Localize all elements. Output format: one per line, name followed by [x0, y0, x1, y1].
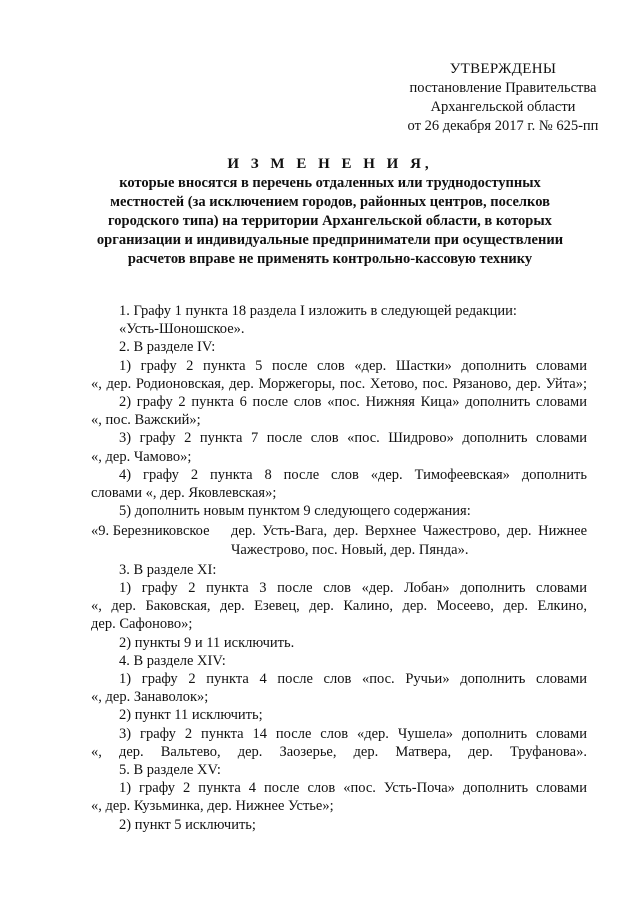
item-3-1: 1) графу 2 пункта 3 после слов «дер. Лобан» дополнить словами: [119, 580, 587, 597]
document-title: [60, 155, 600, 269]
item-4-1-cont: «, дер. Занаволок»;: [91, 689, 209, 706]
item-5-1: 1) графу 2 пункта 4 после слов «пос. Усть-Поча» дополнить словами: [119, 780, 587, 797]
item-2-1: 1) графу 2 пункта 5 после слов «дер. Шастки» дополнить словами: [119, 357, 587, 374]
document-body: [91, 302, 587, 834]
approval-heading: УТВЕРЖДЕНЫ: [449, 61, 557, 77]
item-4-2: 2) пункт 11 исключить;: [119, 707, 263, 724]
new-entry-9: [91, 522, 587, 558]
item-1-text: «Усть-Шоношское».: [119, 321, 245, 338]
title-main: И З М Е Н Е Н И Я,: [227, 156, 433, 172]
title-line-2: местностей (за исключением городов, районных центров, поселков: [110, 194, 550, 210]
item-4-3: 3) графу 2 пункта 14 после слов «дер. Чушела» дополнить словами: [119, 725, 587, 742]
item-2-3-cont: «, дер. Чамово»;: [91, 448, 192, 465]
entry-9-places-2: Чажестрово, пос. Новый, дер. Пянда».: [231, 541, 469, 558]
item-2-3: 3) графу 2 пункта 7 после слов «пос. Шидрово» дополнить словами: [119, 430, 587, 447]
item-3-1-cont: «, дер. Баковская, дер. Езевец, дер. Калино, дер. Мосеево, дер. Елкино,: [91, 598, 587, 615]
item-5-2: 2) пункт 5 исключить;: [119, 816, 256, 833]
item-2-5: 5) дополнить новым пунктом 9 следующего содержания:: [119, 503, 471, 520]
title-line-4: организации и индивидуальные предприниматели при осуществлении: [96, 232, 564, 248]
item-2-4-cont: словами «, дер. Яковлевская»;: [91, 485, 277, 502]
item-4-1: 1) графу 2 пункта 4 после слов «пос. Ручьи» дополнить словами: [119, 671, 587, 688]
item-3: 3. В разделе XI:: [119, 561, 217, 578]
title-line-3: городского типа) на территории Архангельской области, в которых: [108, 213, 552, 229]
entry-9-places-1: дер. Усть-Вага, дер. Верхнее Чажестрово, дер. Нижнее: [231, 523, 587, 540]
approval-line-3: от 26 декабря 2017 г. № 625-пп: [407, 118, 599, 134]
item-2-2-cont: «, пос. Важский»;: [91, 412, 201, 429]
approval-line-2: Архангельской области: [430, 99, 576, 115]
item-3-2: 2) пункты 9 и 11 исключить.: [119, 634, 295, 651]
item-5-1-cont: «, дер. Кузьминка, дер. Нижнее Устье»;: [91, 798, 334, 815]
item-2-2: 2) графу 2 пункта 6 после слов «пос. Нижняя Кица» дополнить словами: [119, 394, 587, 411]
title-line-5: расчетов вправе не применять контрольно-кассовую технику: [127, 251, 533, 267]
item-5: 5. В разделе XV:: [119, 762, 221, 779]
item-4-3-cont: «, дер. Вальтево, дер. Заозерье, дер. Матвера, дер. Труфанова».: [91, 743, 587, 760]
approval-block: [388, 60, 618, 136]
title-line-1: которые вносятся в перечень отдаленных или труднодоступных: [119, 175, 541, 191]
item-4: 4. В разделе XIV:: [119, 652, 226, 669]
item-2-4: 4) графу 2 пункта 8 после слов «дер. Тимофеевская» дополнить: [119, 466, 587, 483]
approval-line-1: постановление Правительства: [409, 80, 597, 96]
item-1: 1. Графу 1 пункта 18 раздела I изложить в следующей редакции:: [119, 303, 517, 319]
item-2-1-cont: «, дер. Родионовская, дер. Моржегоры, пос. Хетово, пос. Рязаново, дер. Уйта»;: [91, 375, 587, 392]
item-3-1-cont-2: дер. Сафоново»;: [91, 616, 193, 633]
entry-9-name: «9. Березниковское: [91, 523, 210, 540]
item-2: 2. В разделе IV:: [119, 339, 216, 356]
